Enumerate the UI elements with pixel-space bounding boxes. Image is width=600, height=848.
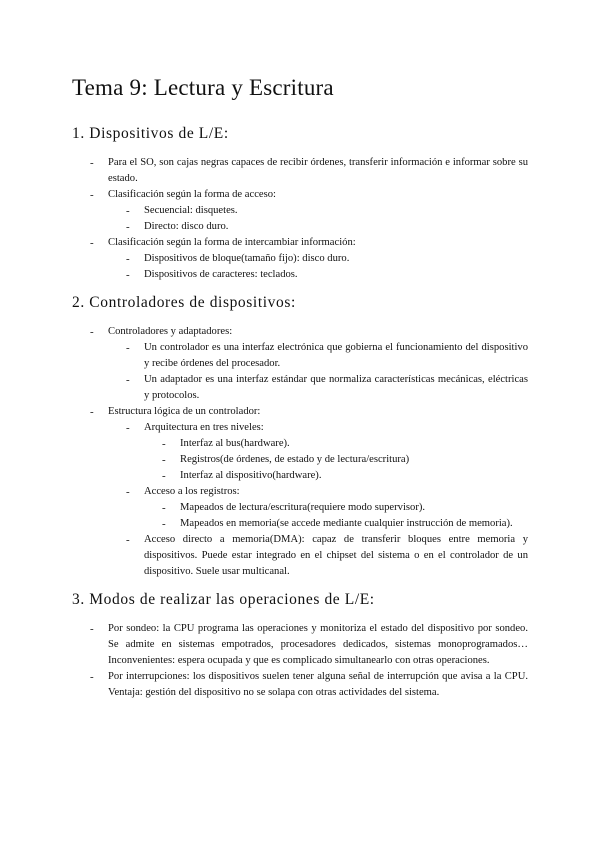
- dash-bullet: -: [126, 253, 130, 265]
- dash-bullet: -: [90, 623, 94, 635]
- sub-sub-list: [144, 500, 528, 532]
- dash-bullet: -: [162, 518, 166, 530]
- section-heading: 3. Modos de realizar las operaciones de L/E:: [72, 591, 375, 608]
- bullet-list: [72, 324, 528, 580]
- dash-bullet: -: [126, 534, 130, 546]
- list-item-text: Controladores y adaptadores:: [108, 326, 233, 337]
- sub-sub-list: [144, 436, 528, 484]
- dash-bullet: -: [162, 470, 166, 482]
- dash-bullet: -: [90, 189, 94, 201]
- bullet-list: [72, 621, 528, 701]
- sub-list-item: [108, 372, 528, 404]
- dash-bullet: -: [90, 237, 94, 249]
- dash-bullet: -: [162, 454, 166, 466]
- sub-list-item-text: Un controlador es una interfaz electrónica que gobierna el funcionamiento del dispositivo y recibe órdenes del procesador.: [144, 342, 528, 369]
- sub-list-item-text: Un adaptador es una interfaz estándar que normaliza características mecánicas, eléctricas y protocolos.: [144, 374, 528, 401]
- dash-bullet: -: [126, 374, 130, 386]
- section-modos: [72, 590, 528, 701]
- page-title: Tema 9: Lectura y Escritura: [72, 75, 334, 100]
- section-dispositivos: [72, 124, 528, 283]
- dash-bullet: -: [126, 486, 130, 498]
- sub-list: [108, 203, 528, 235]
- sub-list-item: [108, 219, 528, 235]
- dash-bullet: -: [126, 422, 130, 434]
- sub-list-item-text: Acceso directo a memoria(DMA): capaz de transferir bloques entre memoria y dispositivos. Puede estar integrado en el chipset del sistema o en el controlador de un dispositivo. Suele usar multicanal.: [144, 534, 528, 577]
- sub-sub-list-item-text: Interfaz al bus(hardware).: [180, 438, 290, 449]
- dash-bullet: -: [126, 221, 130, 233]
- dash-bullet: -: [126, 342, 130, 354]
- sub-list-item: [108, 532, 528, 580]
- sub-list-item: [108, 484, 528, 532]
- dash-bullet: -: [126, 269, 130, 281]
- dash-bullet: -: [90, 157, 94, 169]
- section-controladores: [72, 293, 528, 580]
- sub-sub-list-item-text: Mapeados de lectura/escritura(requiere modo supervisor).: [180, 502, 426, 513]
- sub-list-item-text: Secuencial: disquetes.: [144, 205, 238, 216]
- sub-sub-list-item: [144, 436, 528, 452]
- list-item-text: Estructura lógica de un controlador:: [108, 406, 261, 417]
- dash-bullet: -: [90, 326, 94, 338]
- sub-sub-list-item: [144, 452, 528, 468]
- list-item: [72, 155, 528, 187]
- list-item-text: Clasificación según la forma de acceso:: [108, 189, 276, 200]
- sub-list-item: [108, 251, 528, 267]
- dash-bullet: -: [162, 502, 166, 514]
- list-item: [72, 187, 528, 235]
- list-item: [72, 669, 528, 701]
- section-heading: 2. Controladores de dispositivos:: [72, 294, 296, 311]
- sub-list-item-text: Arquitectura en tres niveles:: [144, 422, 264, 433]
- sub-sub-list-item: [144, 516, 528, 532]
- sub-sub-list-item-text: Mapeados en memoria(se accede mediante cualquier instrucción de memoria).: [180, 518, 513, 529]
- sub-list-item-text: Dispositivos de bloque(tamaño fijo): disco duro.: [144, 253, 350, 264]
- list-item-text: Por sondeo: la CPU programa las operaciones y monitoriza el estado del dispositivo por sondeo. Se admite en sistemas empotrados, procesadores dedicados, sistemas monoprogramados… Inconvenientes: espera ocupada y que es complicado simultanearlo con otras operaciones.: [108, 623, 528, 666]
- sub-list-item-text: Directo: disco duro.: [144, 221, 229, 232]
- sub-list-item: [108, 203, 528, 219]
- sub-list: [108, 340, 528, 404]
- sub-sub-list-item-text: Registros(de órdenes, de estado y de lectura/escritura): [180, 454, 410, 465]
- list-item: [72, 324, 528, 404]
- sub-list-item-text: Acceso a los registros:: [144, 486, 240, 497]
- list-item-text: Por interrupciones: los dispositivos suelen tener alguna señal de interrupción que avisa a la CPU. Ventaja: gestión del dispositivo no se solapa con otras actividades del sistema.: [108, 671, 528, 698]
- sub-list: [108, 420, 528, 580]
- section-heading: 1. Dispositivos de L/E:: [72, 125, 229, 142]
- sub-list-item: [108, 267, 528, 283]
- bullet-list: [72, 155, 528, 283]
- list-item-text: Clasificación según la forma de intercambiar información:: [108, 237, 356, 248]
- sub-list-item: [108, 340, 528, 372]
- dash-bullet: -: [162, 438, 166, 450]
- document-page: [72, 72, 528, 701]
- list-item: [72, 404, 528, 580]
- list-item: [72, 235, 528, 283]
- sub-sub-list-item: [144, 468, 528, 484]
- dash-bullet: -: [90, 671, 94, 683]
- list-item: [72, 621, 528, 669]
- dash-bullet: -: [126, 205, 130, 217]
- dash-bullet: -: [90, 406, 94, 418]
- sub-sub-list-item: [144, 500, 528, 516]
- sub-list-item-text: Dispositivos de caracteres: teclados.: [144, 269, 298, 280]
- sub-sub-list-item-text: Interfaz al dispositivo(hardware).: [180, 470, 322, 481]
- list-item-text: Para el SO, son cajas negras capaces de recibir órdenes, transferir información e informar sobre su estado.: [108, 157, 528, 184]
- sub-list-item: [108, 420, 528, 484]
- sub-list: [108, 251, 528, 283]
